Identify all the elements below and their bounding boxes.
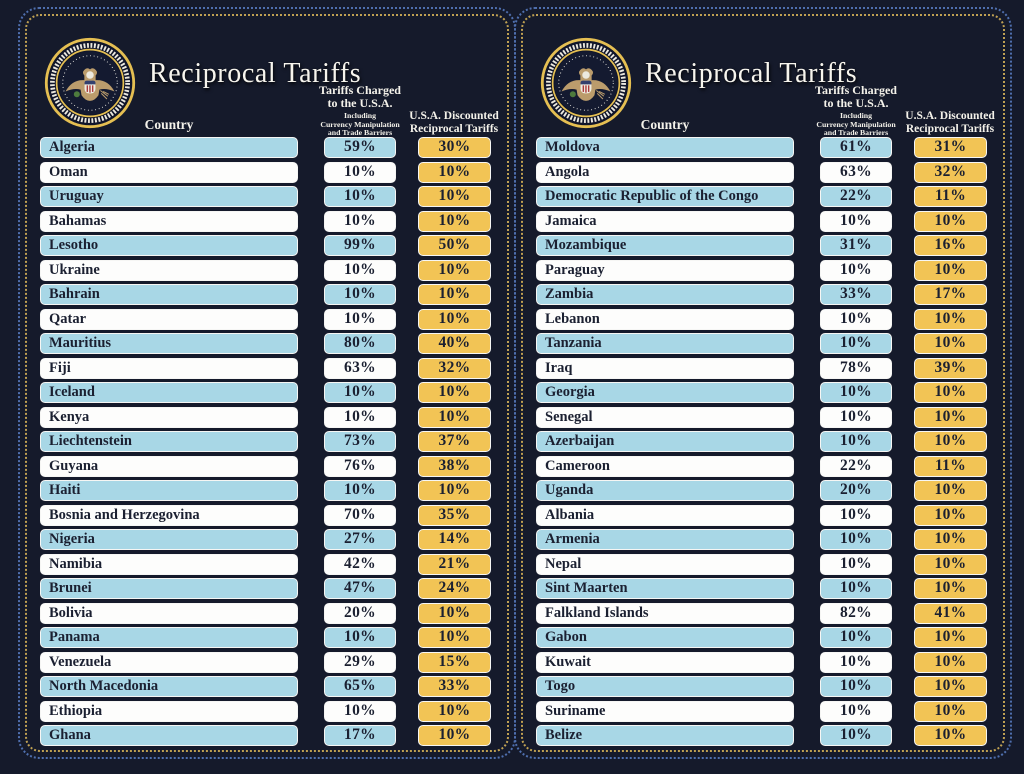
discounted-tariff-cell: 10%: [914, 382, 987, 403]
discounted-tariff-cell: 17%: [914, 284, 987, 305]
discounted-tariff-cell: 50%: [418, 235, 491, 256]
country-cell: Armenia: [536, 529, 794, 550]
country-cell: Georgia: [536, 382, 794, 403]
table-row: [27, 627, 511, 648]
table-row: [523, 578, 1007, 599]
charged-tariff-cell: 10%: [820, 309, 892, 330]
table-row: [27, 578, 511, 599]
country-cell: Venezuela: [40, 652, 298, 673]
discounted-header-line: U.S.A. Discounted: [409, 110, 499, 122]
discounted-tariff-cell: 10%: [418, 309, 491, 330]
discounted-tariff-cell: 16%: [914, 235, 987, 256]
table-row: [523, 186, 1007, 207]
table-row: [523, 407, 1007, 428]
charged-header-line: Tariffs Charged: [319, 83, 401, 97]
table-row: [523, 652, 1007, 673]
column-header-discounted: [879, 110, 1021, 136]
charged-tariff-cell: 20%: [324, 603, 396, 624]
charged-tariff-cell: 10%: [820, 725, 892, 746]
country-cell: Uganda: [536, 480, 794, 501]
charged-tariff-cell: 80%: [324, 333, 396, 354]
table-row: [523, 260, 1007, 281]
charged-tariff-cell: 70%: [324, 505, 396, 526]
table-row: [523, 505, 1007, 526]
country-cell: Angola: [536, 162, 794, 183]
country-cell: Uruguay: [40, 186, 298, 207]
charged-tariff-cell: 10%: [820, 211, 892, 232]
table-row: [523, 627, 1007, 648]
discounted-tariff-cell: 21%: [418, 554, 491, 575]
charged-tariff-cell: 10%: [820, 627, 892, 648]
charged-tariff-cell: 10%: [820, 701, 892, 722]
discounted-tariff-cell: 10%: [914, 260, 987, 281]
charged-tariff-cell: 82%: [820, 603, 892, 624]
table-row: [27, 186, 511, 207]
country-cell: Togo: [536, 676, 794, 697]
charged-tariff-cell: 78%: [820, 358, 892, 379]
discounted-tariff-cell: 41%: [914, 603, 987, 624]
charged-tariff-cell: 59%: [324, 137, 396, 158]
country-cell: Azerbaijan: [536, 431, 794, 452]
discounted-tariff-cell: 11%: [914, 186, 987, 207]
table-row: [27, 456, 511, 477]
presidential-seal-icon: [539, 36, 633, 130]
charged-header-subline: and Trade Barriers: [823, 128, 889, 138]
country-cell: Panama: [40, 627, 298, 648]
table-row: [523, 309, 1007, 330]
table-row: [27, 333, 511, 354]
country-cell: Ghana: [40, 725, 298, 746]
table-row: [523, 554, 1007, 575]
table-row: [523, 529, 1007, 550]
table-row: [27, 260, 511, 281]
charged-tariff-cell: 63%: [324, 358, 396, 379]
column-header-country: Country: [640, 117, 690, 132]
country-cell: Oman: [40, 162, 298, 183]
discounted-tariff-cell: 10%: [418, 284, 491, 305]
country-cell: Fiji: [40, 358, 298, 379]
table-row: [27, 358, 511, 379]
discounted-tariff-cell: 10%: [418, 260, 491, 281]
charged-tariff-cell: 63%: [820, 162, 892, 183]
rows: [523, 137, 1007, 750]
country-cell: Lebanon: [536, 309, 794, 330]
table-row: [27, 603, 511, 624]
discounted-tariff-cell: 31%: [914, 137, 987, 158]
country-cell: Democratic Republic of the Congo: [536, 186, 794, 207]
board-title: Reciprocal Tariffs: [149, 58, 362, 89]
discounted-tariff-cell: 10%: [914, 725, 987, 746]
table-row: [523, 480, 1007, 501]
discounted-tariff-cell: 10%: [914, 431, 987, 452]
table-row: [523, 162, 1007, 183]
discounted-tariff-cell: 10%: [914, 529, 987, 550]
discounted-tariff-cell: 10%: [914, 701, 987, 722]
rows: [27, 137, 511, 750]
charged-tariff-cell: 20%: [820, 480, 892, 501]
country-cell: Belize: [536, 725, 794, 746]
charged-header-subline: Currency Manipulation: [320, 119, 400, 129]
country-cell: Liechtenstein: [40, 431, 298, 452]
country-cell: Mozambique: [536, 235, 794, 256]
charged-header-subline: Including: [839, 111, 873, 120]
table-row: [27, 480, 511, 501]
tariff-board-right: [521, 14, 1005, 752]
discounted-tariff-cell: 10%: [418, 701, 491, 722]
charged-tariff-cell: 47%: [324, 578, 396, 599]
country-cell: Lesotho: [40, 235, 298, 256]
country-cell: Haiti: [40, 480, 298, 501]
discounted-tariff-cell: 10%: [914, 333, 987, 354]
charged-header-subline: Currency Manipulation: [816, 119, 896, 129]
discounted-tariff-cell: 40%: [418, 333, 491, 354]
discounted-tariff-cell: 32%: [418, 358, 491, 379]
presidential-seal-icon: [43, 36, 137, 130]
discounted-tariff-cell: 24%: [418, 578, 491, 599]
table-row: [523, 235, 1007, 256]
charged-tariff-cell: 10%: [820, 333, 892, 354]
discounted-tariff-cell: 10%: [418, 186, 491, 207]
charged-tariff-cell: 33%: [820, 284, 892, 305]
table-row: [27, 676, 511, 697]
charged-tariff-cell: 10%: [324, 480, 396, 501]
charged-tariff-cell: 10%: [324, 162, 396, 183]
discounted-tariff-cell: 35%: [418, 505, 491, 526]
discounted-header-line: Reciprocal Tariffs: [409, 123, 499, 135]
country-cell: Suriname: [536, 701, 794, 722]
discounted-tariff-cell: 10%: [418, 162, 491, 183]
table-row: [27, 137, 511, 158]
country-cell: Bahamas: [40, 211, 298, 232]
country-cell: Algeria: [40, 137, 298, 158]
country-cell: Cameroon: [536, 456, 794, 477]
table-row: [27, 162, 511, 183]
discounted-tariff-cell: 10%: [914, 309, 987, 330]
charged-tariff-cell: 42%: [324, 554, 396, 575]
discounted-tariff-cell: 33%: [418, 676, 491, 697]
country-cell: Iceland: [40, 382, 298, 403]
discounted-tariff-cell: 10%: [914, 652, 987, 673]
discounted-tariff-cell: 15%: [418, 652, 491, 673]
table-row: [27, 407, 511, 428]
discounted-header-line: U.S.A. Discounted: [905, 110, 995, 122]
country-cell: Nigeria: [40, 529, 298, 550]
table-row: [27, 652, 511, 673]
country-cell: Namibia: [40, 554, 298, 575]
country-cell: Jamaica: [536, 211, 794, 232]
country-cell: Ukraine: [40, 260, 298, 281]
country-cell: Kuwait: [536, 652, 794, 673]
board-title: Reciprocal Tariffs: [645, 58, 858, 89]
country-cell: Ethiopia: [40, 701, 298, 722]
discounted-tariff-cell: 10%: [914, 578, 987, 599]
charged-tariff-cell: 27%: [324, 529, 396, 550]
country-cell: Gabon: [536, 627, 794, 648]
country-cell: Qatar: [40, 309, 298, 330]
charged-tariff-cell: 61%: [820, 137, 892, 158]
table-row: [27, 235, 511, 256]
country-cell: Tanzania: [536, 333, 794, 354]
charged-tariff-cell: 10%: [324, 211, 396, 232]
charged-tariff-cell: 10%: [820, 676, 892, 697]
table-row: [27, 211, 511, 232]
charged-tariff-cell: 65%: [324, 676, 396, 697]
country-cell: Zambia: [536, 284, 794, 305]
charged-tariff-cell: 10%: [324, 627, 396, 648]
charged-tariff-cell: 22%: [820, 186, 892, 207]
table-row: [27, 701, 511, 722]
table-row: [523, 431, 1007, 452]
discounted-tariff-cell: 10%: [418, 407, 491, 428]
charged-tariff-cell: 10%: [324, 260, 396, 281]
discounted-tariff-cell: 10%: [418, 480, 491, 501]
discounted-tariff-cell: 11%: [914, 456, 987, 477]
table-row: [27, 284, 511, 305]
charged-tariff-cell: 10%: [820, 505, 892, 526]
charged-header-line: Tariffs Charged: [815, 83, 897, 97]
column-header-country: Country: [144, 117, 194, 132]
table-row: [523, 358, 1007, 379]
charged-header-line: to the U.S.A.: [823, 96, 889, 110]
table-row: [523, 456, 1007, 477]
discounted-tariff-cell: 30%: [418, 137, 491, 158]
charged-tariff-cell: 10%: [324, 382, 396, 403]
table-row: [27, 309, 511, 330]
table-row: [523, 137, 1007, 158]
discounted-tariff-cell: 32%: [914, 162, 987, 183]
country-cell: Nepal: [536, 554, 794, 575]
charged-header-subline: and Trade Barriers: [327, 128, 393, 138]
charged-tariff-cell: 10%: [324, 186, 396, 207]
table-row: [27, 505, 511, 526]
tariff-board-left: [25, 14, 509, 752]
country-cell: Albania: [536, 505, 794, 526]
charged-tariff-cell: 10%: [324, 407, 396, 428]
charged-tariff-cell: 10%: [820, 407, 892, 428]
charged-tariff-cell: 10%: [820, 652, 892, 673]
table-row: [27, 431, 511, 452]
discounted-tariff-cell: 37%: [418, 431, 491, 452]
country-cell: Paraguay: [536, 260, 794, 281]
country-cell: Iraq: [536, 358, 794, 379]
discounted-tariff-cell: 10%: [418, 725, 491, 746]
charged-tariff-cell: 10%: [324, 701, 396, 722]
table-row: [27, 529, 511, 550]
discounted-tariff-cell: 38%: [418, 456, 491, 477]
table-row: [523, 701, 1007, 722]
table-row: [523, 211, 1007, 232]
charged-tariff-cell: 29%: [324, 652, 396, 673]
column-header-discounted: [383, 110, 525, 136]
charged-tariff-cell: 10%: [820, 431, 892, 452]
table-row: [27, 725, 511, 746]
country-cell: Falkland Islands: [536, 603, 794, 624]
country-cell: Guyana: [40, 456, 298, 477]
country-cell: Bahrain: [40, 284, 298, 305]
country-cell: Brunei: [40, 578, 298, 599]
table-row: [523, 725, 1007, 746]
charged-tariff-cell: 10%: [820, 260, 892, 281]
charged-tariff-cell: 31%: [820, 235, 892, 256]
table-row: [523, 676, 1007, 697]
discounted-header-line: Reciprocal Tariffs: [905, 123, 995, 135]
discounted-tariff-cell: 10%: [914, 627, 987, 648]
discounted-tariff-cell: 14%: [418, 529, 491, 550]
charged-tariff-cell: 10%: [820, 578, 892, 599]
discounted-tariff-cell: 10%: [914, 480, 987, 501]
country-cell: North Macedonia: [40, 676, 298, 697]
table-row: [27, 382, 511, 403]
discounted-tariff-cell: 10%: [418, 382, 491, 403]
charged-tariff-cell: 10%: [324, 309, 396, 330]
table-row: [523, 333, 1007, 354]
discounted-tariff-cell: 10%: [418, 627, 491, 648]
discounted-tariff-cell: 10%: [914, 407, 987, 428]
discounted-tariff-cell: 10%: [914, 211, 987, 232]
country-cell: Bolivia: [40, 603, 298, 624]
discounted-tariff-cell: 39%: [914, 358, 987, 379]
charged-tariff-cell: 99%: [324, 235, 396, 256]
charged-tariff-cell: 10%: [820, 529, 892, 550]
country-cell: Bosnia and Herzegovina: [40, 505, 298, 526]
charged-tariff-cell: 10%: [820, 554, 892, 575]
table-row: [27, 554, 511, 575]
charged-header-subline: Including: [343, 111, 377, 120]
country-cell: Mauritius: [40, 333, 298, 354]
country-cell: Kenya: [40, 407, 298, 428]
discounted-tariff-cell: 10%: [914, 676, 987, 697]
charged-tariff-cell: 76%: [324, 456, 396, 477]
charged-tariff-cell: 73%: [324, 431, 396, 452]
discounted-tariff-cell: 10%: [914, 554, 987, 575]
charged-header-line: to the U.S.A.: [327, 96, 393, 110]
charged-tariff-cell: 17%: [324, 725, 396, 746]
charged-tariff-cell: 10%: [324, 284, 396, 305]
table-row: [523, 603, 1007, 624]
charged-tariff-cell: 22%: [820, 456, 892, 477]
country-cell: Senegal: [536, 407, 794, 428]
country-cell: Sint Maarten: [536, 578, 794, 599]
discounted-tariff-cell: 10%: [914, 505, 987, 526]
charged-tariff-cell: 10%: [820, 382, 892, 403]
discounted-tariff-cell: 10%: [418, 211, 491, 232]
country-cell: Moldova: [536, 137, 794, 158]
discounted-tariff-cell: 10%: [418, 603, 491, 624]
table-row: [523, 382, 1007, 403]
table-row: [523, 284, 1007, 305]
